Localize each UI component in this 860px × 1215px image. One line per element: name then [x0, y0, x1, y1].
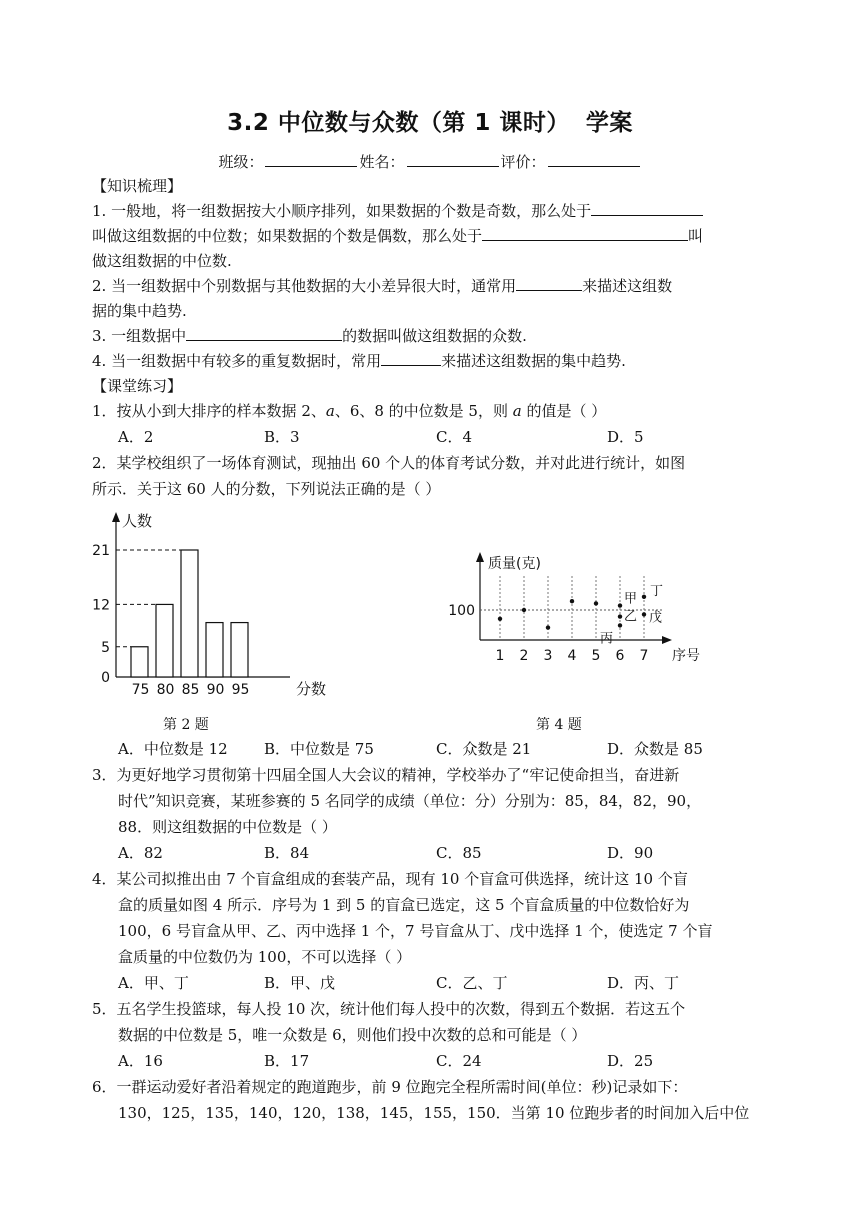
bar — [206, 623, 223, 677]
point-label: 甲 — [624, 591, 638, 607]
x-axis-label: 序号 — [672, 648, 700, 664]
point-label: 丙 — [600, 631, 614, 647]
knowledge-item-1-end: 做这组数据的中位数. — [92, 252, 232, 270]
bar — [131, 647, 148, 677]
y-axis-label: 人数 — [122, 512, 153, 530]
y-tick-label: 100 — [448, 603, 475, 619]
q4-option-c[interactable]: C．乙、丁 — [436, 974, 508, 992]
y-tick-label: 21 — [92, 543, 110, 559]
data-point — [546, 625, 550, 629]
x-tick-label: 4 — [567, 648, 577, 664]
q5-option-d[interactable]: D．25 — [607, 1052, 654, 1070]
bar — [156, 604, 173, 677]
x-tick-label: 75 — [131, 682, 150, 698]
eval-label: 评价： — [500, 153, 546, 171]
knowledge-item-1: 1. 一般地，将一组数据按大小顺序排列，如果数据的个数是奇数，那么处于 — [92, 201, 703, 221]
class-label: 班级： — [218, 153, 264, 171]
q2-option-a[interactable]: A．中位数是 12 — [118, 740, 228, 758]
bar-chart-q2 — [80, 508, 360, 710]
knowledge-heading: 【知识梳理】 — [92, 177, 183, 195]
x-tick-label: 80 — [156, 682, 175, 698]
question-6-cont: 130，125，135，140，120，138，145，155，150．当第 10 位跑步者的时间加入后中位 — [118, 1104, 750, 1122]
x-tick-label: 1 — [495, 648, 505, 664]
x-axis-label: 分数 — [296, 680, 327, 698]
q1-option-b[interactable]: B．3 — [264, 428, 300, 446]
question-1: 1．按从小到大排序的样本数据 2、a、6、8 的中位数是 5，则 a 的值是（ ） — [92, 402, 607, 420]
data-point — [642, 612, 646, 616]
q1-option-a[interactable]: A．2 — [118, 428, 154, 446]
x-tick-label: 95 — [231, 682, 250, 698]
point-label: 丁 — [650, 583, 664, 599]
point-label: 乙 — [624, 609, 638, 625]
q4-option-d[interactable]: D．丙、丁 — [607, 974, 680, 992]
data-point — [570, 599, 574, 603]
practice-heading: 【课堂练习】 — [92, 377, 183, 395]
caption-q2: 第 2 题 — [163, 717, 209, 733]
data-point — [498, 617, 502, 621]
q1-option-c[interactable]: C．4 — [436, 428, 473, 446]
data-point — [522, 608, 526, 612]
knowledge-item-4: 4. 当一组数据中有较多的重复数据时，常用 来描述这组数据的集中趋势. — [92, 352, 626, 370]
question-3-end: 88．则这组数据的中位数是（ ） — [118, 818, 337, 836]
q4-option-b[interactable]: B．甲、戊 — [264, 974, 336, 992]
x-tick-label: 6 — [615, 648, 625, 664]
x-tick-label: 2 — [519, 648, 529, 664]
question-4-cont: 盒的质量如图 4 所示．序号为 1 到 5 的盲盒已选定，这 5 个盲盒质量的中位数恰好为 — [118, 896, 690, 914]
q2-option-c[interactable]: C．众数是 21 — [436, 740, 532, 758]
fill-blank[interactable] — [186, 326, 342, 341]
knowledge-item-2-end: 据的集中趋势. — [92, 302, 187, 320]
q3-option-a[interactable]: A．82 — [118, 844, 163, 862]
data-point — [594, 601, 598, 605]
name-blank[interactable] — [407, 152, 499, 167]
caption-q4: 第 4 题 — [536, 717, 582, 733]
question-4-cont2: 100，6 号盲盒从甲、乙、丙中选择 1 个，7 号盲盒从丁、戊中选择 1 个，使选定 7 个盲 — [118, 922, 713, 940]
knowledge-item-3: 3. 一组数据中 的数据叫做这组数据的众数. — [92, 327, 527, 345]
question-3-cont: 时代”知识竞赛，某班参赛的 5 名同学的成绩（单位：分）分别为：85，84，82，90， — [118, 792, 702, 810]
y-axis-arrow — [476, 552, 484, 562]
question-2: 2．某学校组织了一场体育测试，现抽出 60 个人的体育考试分数，并对此进行统计，如图 — [92, 454, 686, 472]
page-title: 3.2 中位数与众数（第 1 课时） 学案 — [227, 110, 633, 136]
y-tick-label: 12 — [92, 597, 110, 614]
point-label: 戊 — [649, 610, 663, 626]
scatter-chart-q4 — [446, 548, 726, 670]
y-tick-label: 0 — [101, 670, 110, 686]
q3-option-b[interactable]: B．84 — [264, 844, 310, 862]
question-5-cont: 数据的中位数是 5，唯一众数是 6，则他们投中次数的总和可能是（ ） — [118, 1026, 587, 1044]
q4-option-a[interactable]: A．甲、丁 — [118, 974, 189, 992]
data-point — [618, 603, 622, 607]
question-6: 6．一群运动爱好者沿着规定的跑道跑步，前 9 位跑完全程所需时间(单位：秒)记录如下： — [92, 1078, 688, 1096]
data-point — [642, 595, 646, 599]
bar — [181, 550, 198, 677]
y-axis-label: 质量(克) — [488, 556, 541, 572]
fill-blank[interactable] — [381, 351, 441, 366]
knowledge-item-1-cont: 叫做这组数据的中位数；如果数据的个数是偶数，那么处于 叫 — [92, 227, 704, 245]
eval-blank[interactable] — [548, 152, 640, 167]
question-2-cont: 所示．关于这 60 人的分数，下列说法正确的是（ ） — [92, 480, 441, 498]
fill-blank[interactable] — [591, 201, 703, 216]
q3-option-c[interactable]: C．85 — [436, 844, 482, 862]
x-tick-label: 85 — [181, 682, 200, 698]
q5-option-b[interactable]: B．17 — [264, 1052, 310, 1070]
q3-option-d[interactable]: D．90 — [607, 844, 654, 862]
x-tick-label: 5 — [591, 648, 601, 664]
x-tick-label: 90 — [206, 682, 225, 698]
student-info-line — [0, 151, 860, 172]
fill-blank[interactable] — [516, 276, 582, 291]
question-4-end: 盒质量的中位数仍为 100，不可以选择（ ） — [118, 948, 412, 966]
data-point — [618, 623, 622, 627]
question-4: 4．某公司拟推出由 7 个盲盒组成的套装产品，现有 10 个盲盒可供选择，统计这 10 个盲 — [92, 870, 688, 888]
x-tick-label: 7 — [639, 648, 649, 664]
bar — [231, 623, 248, 677]
question-5: 5．五名学生投篮球，每人投 10 次，统计他们每人投中的次数，得到五个数据．若这五个 — [92, 1000, 686, 1018]
name-label: 姓名： — [359, 153, 405, 171]
q2-option-b[interactable]: B．中位数是 75 — [264, 740, 374, 758]
question-3: 3．为更好地学习贯彻第十四届全国人大会议的精神，学校举办了“牢记使命担当，奋进新 — [92, 766, 680, 784]
q5-option-a[interactable]: A．16 — [118, 1052, 163, 1070]
data-point — [618, 614, 622, 618]
q2-option-d[interactable]: D．众数是 85 — [607, 740, 703, 758]
q1-option-d[interactable]: D．5 — [607, 428, 644, 446]
q5-option-c[interactable]: C．24 — [436, 1052, 482, 1070]
y-axis-arrow — [112, 512, 120, 522]
fill-blank[interactable] — [482, 226, 688, 241]
knowledge-item-2: 2. 当一组数据中个别数据与其他数据的大小差异很大时，通常用 来描述这组数 — [92, 277, 673, 295]
x-axis-arrow — [662, 636, 672, 644]
x-tick-label: 3 — [543, 648, 553, 664]
class-blank[interactable] — [265, 152, 357, 167]
y-tick-label: 5 — [101, 639, 110, 656]
